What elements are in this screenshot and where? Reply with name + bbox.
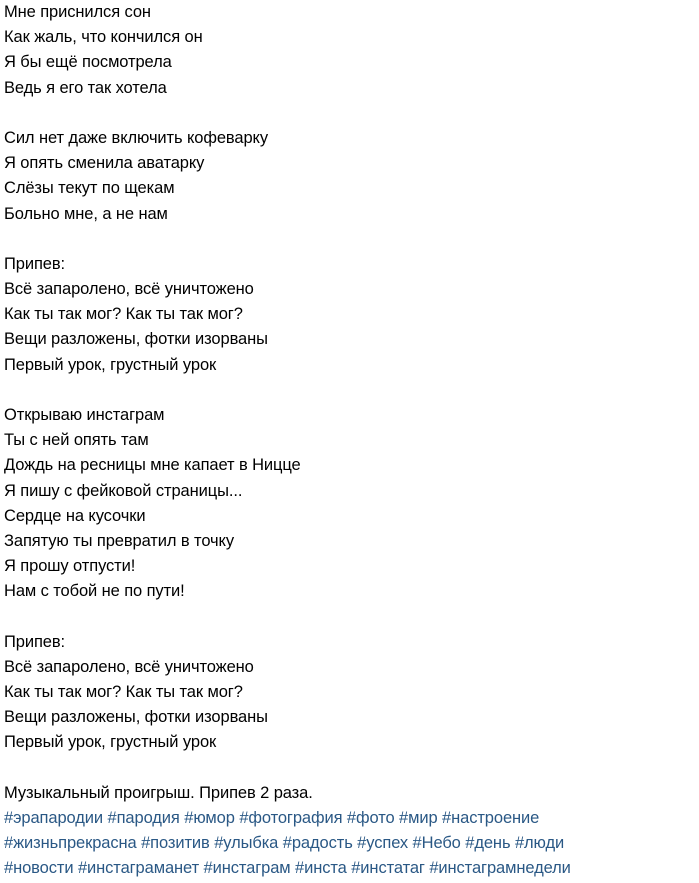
hashtag-link[interactable]: #жизньпрекрасна: [4, 834, 137, 853]
hashtag-link[interactable]: #пародия: [107, 809, 180, 827]
blank-line: [4, 756, 699, 781]
lyric-line: Нам с тобой не по пути!: [4, 582, 185, 601]
lyric-line: Ведь я его так хотела: [4, 78, 167, 97]
lyric-line: Запятую ты превратил в точку: [4, 531, 234, 550]
lyric-line: Сил нет даже включить кофеварку: [4, 128, 269, 147]
lyric-line: Как жаль, что кончился он: [4, 28, 203, 47]
lyric-line: Всё запаролено, всё уничтожено: [4, 657, 254, 676]
hashtag-link[interactable]: #новости: [4, 859, 74, 878]
hashtag-link[interactable]: #люди: [514, 834, 565, 853]
blank-line: [4, 227, 699, 252]
hashtag-link[interactable]: #успех: [357, 834, 409, 853]
hashtag-line: [4, 806, 699, 831]
hashtag-link[interactable]: #Небо: [412, 834, 461, 853]
hashtag-link[interactable]: #юмор: [184, 809, 235, 827]
hashtag-link[interactable]: #инстаграманет: [77, 859, 200, 878]
hashtag-link[interactable]: #инстаграмнедели: [429, 859, 571, 878]
hashtag-link[interactable]: #инстаграм: [203, 859, 291, 878]
blank-line: [4, 101, 699, 126]
lyric-line: Как ты так мог? Как ты так мог?: [4, 305, 243, 324]
lyric-line: Припев:: [4, 632, 66, 651]
hashtag-link[interactable]: #позитив: [141, 834, 210, 853]
hashtag-link[interactable]: #инстатаг: [351, 859, 425, 878]
lyric-line: Открываю инстаграм: [4, 406, 165, 424]
lyric-line: Как ты так мог? Как ты так мог?: [4, 683, 243, 702]
lyric-line: Я прошу отпусти!: [4, 557, 136, 576]
hashtag-link[interactable]: #фото: [346, 809, 395, 827]
lyric-line: Дождь на ресницы мне капает в Ницце: [4, 456, 301, 475]
hashtag-link[interactable]: #фотография: [239, 809, 343, 827]
lyric-line: Ты с ней опять там: [4, 431, 149, 450]
lyric-line: Всё запаролено, всё уничтожено: [4, 280, 254, 299]
lyric-line: Больно мне, а не нам: [4, 204, 168, 223]
hashtag-line: [4, 856, 699, 881]
hashtag-link[interactable]: #улыбка: [214, 834, 279, 853]
lyric-line: Первый урок, грустный урок: [4, 355, 217, 374]
lyric-line: Первый урок, грустный урок: [4, 733, 217, 752]
lyric-line: Я пишу с фейковой страницы...: [4, 481, 243, 500]
lyric-line: Сердце на кусочки: [4, 506, 146, 525]
hashtag-link[interactable]: #инста: [295, 859, 347, 878]
hashtag-line: [4, 831, 699, 856]
lyric-line: Я опять сменила аватарку: [4, 154, 205, 173]
lyric-line: Припев:: [4, 254, 66, 273]
hashtag-link[interactable]: #радость: [282, 834, 353, 853]
hashtag-link[interactable]: #день: [465, 834, 511, 853]
blank-line: [4, 605, 699, 630]
lyric-line: Вещи разложены, фотки изорваны: [4, 330, 268, 349]
hashtag-link[interactable]: #эрапародии: [4, 809, 104, 827]
lyric-line: Мне приснился сон: [4, 3, 151, 21]
lyric-line: Вещи разложены, фотки изорваны: [4, 708, 268, 727]
hashtag-link[interactable]: #мир: [399, 809, 438, 827]
lyric-line: Слёзы текут по щекам: [4, 179, 175, 198]
hashtag-link[interactable]: #настроение: [442, 809, 540, 827]
lyric-line: Я бы ещё посмотрела: [4, 53, 172, 72]
lyric-line: Музыкальный проигрыш. Припев 2 раза.: [4, 783, 313, 802]
blank-line: [4, 378, 699, 403]
